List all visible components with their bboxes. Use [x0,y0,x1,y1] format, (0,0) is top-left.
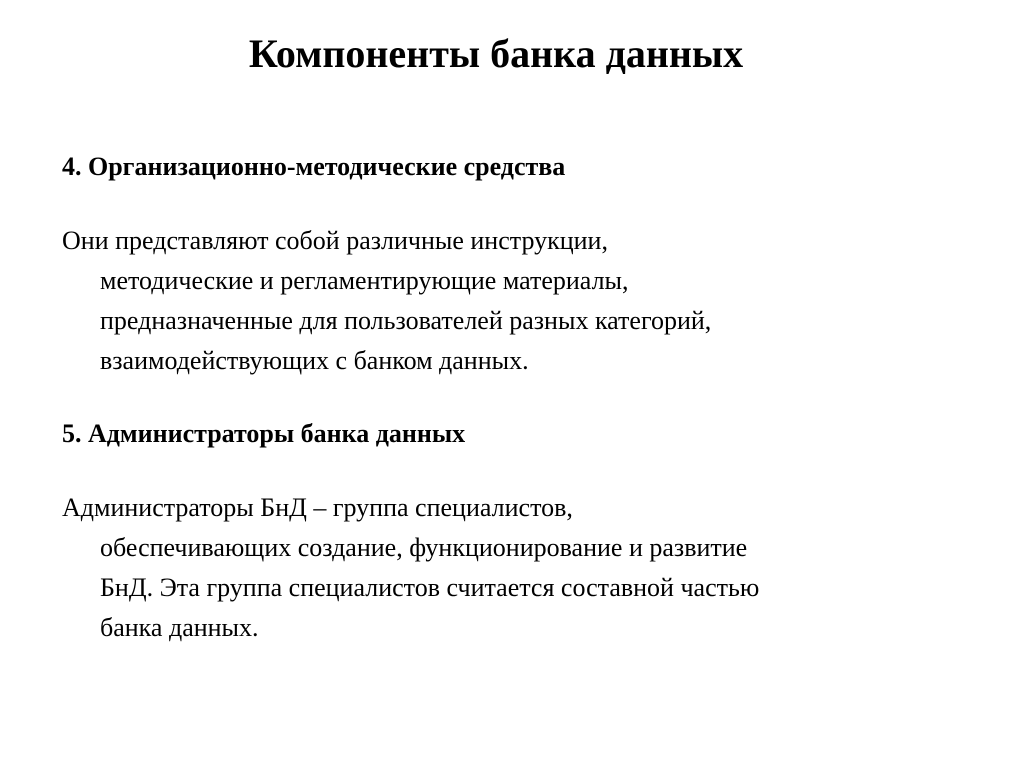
paragraph-line: предназначенные для пользователей разных категорий, [100,306,712,335]
paragraph-line: Они представляют собой различные инструкции, [62,226,608,255]
section-paragraph-organizational-tools [62,221,962,381]
section-heading-administrators: 5. Администраторы банка данных [62,419,466,448]
paragraph-line: взаимодействующих с банком данных. [100,346,529,375]
paragraph-line: методические и регламентирующие материалы, [100,266,629,295]
paragraph-line: банка данных. [100,613,259,642]
paragraph-line: обеспечивающих создание, функционирование и развитие [100,533,748,562]
slide-title: Компоненты банка данных [248,31,744,76]
paragraph-line: Администраторы БнД – группа специалистов, [62,493,573,522]
section-paragraph-administrators [62,488,962,648]
paragraph-line: БнД. Эта группа специалистов считается составной частью [100,573,760,602]
section-heading-organizational-tools: 4. Организационно-методические средства [62,152,566,181]
slide-content [62,147,962,648]
